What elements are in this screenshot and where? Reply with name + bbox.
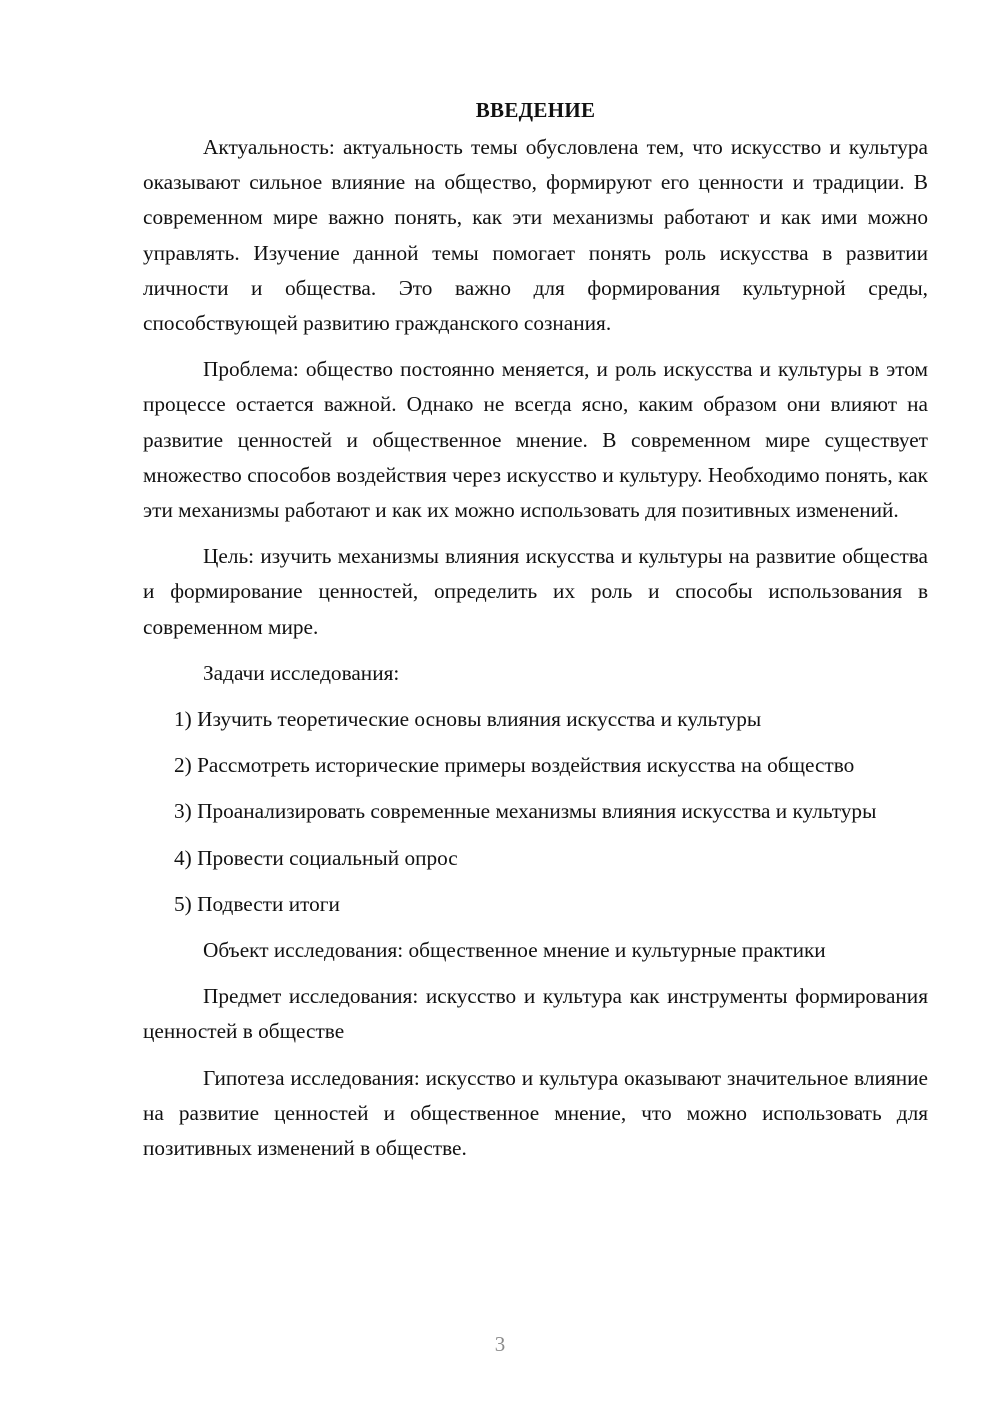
object-paragraph: Объект исследования: общественное мнение и культурные практики: [203, 938, 826, 963]
goal-paragraph: Цель: изучить механизмы влияния искусства и культуры на развитие общества и формирование ценностей, определить их роль и способы использования в современном мире.: [143, 544, 928, 639]
task-item-2: 2) Рассмотреть исторические примеры воздействия искусства на общество: [174, 753, 855, 778]
task-item-4: 4) Провести социальный опрос: [174, 845, 458, 870]
relevance-paragraph: Актуальность: актуальность темы обусловлена тем, что искусство и культура оказывают сильное влияние на общество, формируют его ценности и традиции. В современном мире важно понять, как эти механизмы работают и как ими можно управлять. Изучение данной темы помогает понять роль искусства в развитии личности и общества. Это важно для формирования культурной среды, способствующей развитию гражданского сознания.: [143, 135, 928, 336]
page-content: [143, 92, 928, 1177]
subject-paragraph: Предмет исследования: искусство и культура как инструменты формирования ценностей в обществе: [143, 984, 928, 1044]
page-title: ВВЕДЕНИЕ: [475, 98, 596, 122]
tasks-heading: Задачи исследования:: [203, 660, 400, 685]
page-number: 3: [494, 1332, 506, 1356]
task-item-5: 5) Подвести итоги: [174, 891, 340, 916]
problem-paragraph: Проблема: общество постоянно меняется, и роль искусства и культуры в этом процессе остается важной. Однако не всегда ясно, каким образом они влияют на развитие ценностей и общественное мнение. В современном мире существует множество способов воздействия через искусство и культуру. Необходимо понять, как эти механизмы работают и как их можно использовать для позитивных изменений.: [143, 357, 928, 523]
task-item-1: 1) Изучить теоретические основы влияния искусства и культуры: [174, 707, 762, 732]
task-item-3: 3) Проанализировать современные механизмы влияния искусства и культуры: [174, 799, 877, 824]
hypothesis-paragraph: Гипотеза исследования: искусство и культура оказывают значительное влияние на развитие ценностей и общественное мнение, что можно использовать для позитивных изменений в обществе.: [143, 1065, 928, 1161]
